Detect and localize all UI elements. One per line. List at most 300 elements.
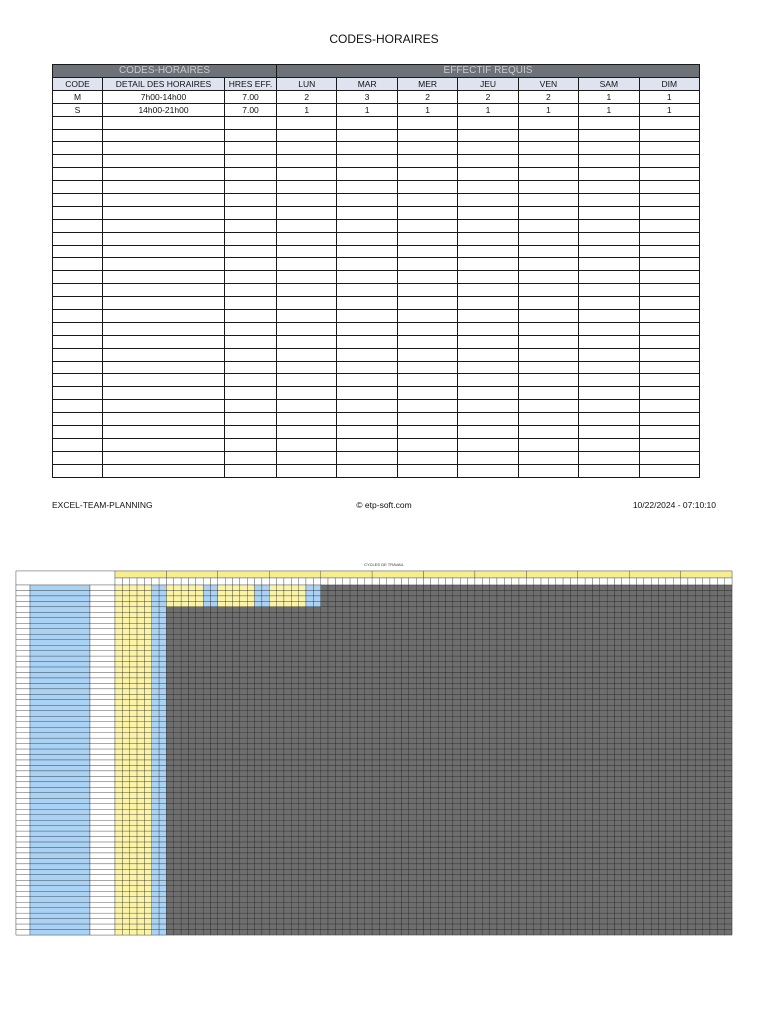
cycle-day-cell (401, 760, 408, 765)
cycle-day-cell (188, 787, 195, 792)
cycle-day-cell (240, 596, 247, 601)
cycle-day-cell (166, 776, 173, 781)
cycle-day-cell (188, 815, 195, 820)
cycle-day-cell (269, 815, 276, 820)
cycle-day-cell (482, 607, 489, 612)
cycle-day-cell (673, 656, 680, 661)
cycle-day-cell (468, 694, 475, 699)
cycle-day-cell (416, 607, 423, 612)
cycle-day-cell (379, 618, 386, 623)
cycle-day-cell (592, 667, 599, 672)
cycle-day-cell (225, 848, 232, 853)
cycle-day-cell (181, 820, 188, 825)
week-header (526, 571, 577, 578)
cycle-day-cell (504, 733, 511, 738)
cycle-day-cell (240, 640, 247, 645)
cycle-day-cell (490, 683, 497, 688)
cycle-day-cell (328, 858, 335, 863)
cycle-day-cell (703, 733, 710, 738)
cycle-day-cell (284, 634, 291, 639)
cycle-day-cell (453, 848, 460, 853)
cycle-day-cell (122, 634, 129, 639)
cycle-day-cell (600, 689, 607, 694)
cycle-day-cell (556, 678, 563, 683)
cycle-day-cell (394, 618, 401, 623)
cycle-day-cell (247, 727, 254, 732)
cycle-day-cell (629, 585, 636, 590)
cycle-row-code (90, 590, 115, 595)
cycle-day-cell (130, 760, 137, 765)
cycle-day-cell (188, 776, 195, 781)
cycle-day-cell (255, 782, 262, 787)
cell-sam[interactable]: 1 (579, 90, 639, 103)
cycle-day-cell (365, 727, 372, 732)
cycle-day-cell (703, 771, 710, 776)
cycle-day-cell (556, 782, 563, 787)
cycle-day-cell (343, 771, 350, 776)
cycle-day-cell (725, 683, 732, 688)
cycle-day-cell (570, 798, 577, 803)
cycle-day-cell (416, 815, 423, 820)
cycle-day-cell (526, 705, 533, 710)
cycle-day-cell (614, 689, 621, 694)
day-header (497, 578, 504, 585)
cycle-row-number (16, 634, 30, 639)
cycle-day-cell (468, 749, 475, 754)
cycle-day-cell (122, 716, 129, 721)
cycle-day-cell (563, 749, 570, 754)
cell-ven[interactable]: 2 (518, 90, 578, 103)
cycle-day-cell (188, 662, 195, 667)
cycle-day-cell (460, 727, 467, 732)
cycle-day-cell (225, 678, 232, 683)
cycle-day-cell (313, 809, 320, 814)
cycle-day-cell (453, 760, 460, 765)
cycle-day-cell (188, 727, 195, 732)
cycle-day-cell (174, 776, 181, 781)
cycle-day-cell (703, 683, 710, 688)
cycle-day-cell (681, 694, 688, 699)
cell-mer[interactable]: 2 (397, 90, 457, 103)
cycle-day-cell (460, 755, 467, 760)
cycle-row-name (30, 689, 90, 694)
cycle-day-cell (512, 733, 519, 738)
cycle-day-cell (438, 618, 445, 623)
cycle-day-cell (233, 804, 240, 809)
cycle-day-cell (497, 683, 504, 688)
cycle-day-cell (703, 673, 710, 678)
cycle-day-cell (563, 809, 570, 814)
cycle-day-cell (152, 607, 159, 612)
cycle-day-cell (497, 787, 504, 792)
cycle-day-cell (240, 700, 247, 705)
cycle-day-cell (475, 612, 482, 617)
cycle-day-cell (600, 618, 607, 623)
cycle-day-cell (365, 645, 372, 650)
cycle-day-cell (519, 793, 526, 798)
cell-mar[interactable]: 3 (337, 90, 397, 103)
cycle-day-cell (614, 716, 621, 721)
cycle-day-cell (255, 711, 262, 716)
cycle-day-cell (379, 837, 386, 842)
cycle-day-cell (401, 689, 408, 694)
cycle-day-cell (115, 711, 122, 716)
cycle-day-cell (534, 612, 541, 617)
cycle-row-code (90, 771, 115, 776)
cycle-day-cell (218, 804, 225, 809)
cycle-day-cell (174, 820, 181, 825)
cycle-row-number (16, 776, 30, 781)
cycle-day-cell (431, 662, 438, 667)
cycle-day-cell (130, 705, 137, 710)
cycle-day-cell (313, 590, 320, 595)
cycle-day-cell (695, 716, 702, 721)
cycle-day-cell (321, 623, 328, 628)
cycle-day-cell (225, 705, 232, 710)
cycle-day-cell (644, 585, 651, 590)
cycle-day-cell (548, 842, 555, 847)
cycle-day-cell (240, 678, 247, 683)
cycle-day-cell (526, 771, 533, 776)
cycle-day-cell (233, 662, 240, 667)
cycle-day-cell (637, 804, 644, 809)
cycle-day-cell (431, 705, 438, 710)
cycle-day-cell (152, 590, 159, 595)
cycle-day-cell (637, 711, 644, 716)
cycle-day-cell (710, 673, 717, 678)
cycle-day-cell (570, 782, 577, 787)
cycle-day-cell (622, 755, 629, 760)
cycle-day-cell (497, 804, 504, 809)
cycle-day-cell (695, 601, 702, 606)
cycle-day-cell (401, 683, 408, 688)
cycle-day-cell (578, 760, 585, 765)
cycle-day-cell (688, 711, 695, 716)
cycle-day-cell (152, 787, 159, 792)
cycle-day-cell (703, 755, 710, 760)
cycle-day-cell (225, 585, 232, 590)
cycle-day-cell (622, 858, 629, 863)
cycle-day-cell (497, 689, 504, 694)
cell-hours[interactable]: 7.00 (225, 90, 277, 103)
cycle-day-cell (710, 755, 717, 760)
day-header (394, 578, 401, 585)
cycle-day-cell (365, 831, 372, 836)
cycle-day-cell (453, 765, 460, 770)
cycle-day-cell (321, 793, 328, 798)
cell-mar[interactable]: 1 (337, 103, 397, 116)
cycle-day-cell (681, 673, 688, 678)
cell-detail[interactable]: 7h00-14h00 (103, 90, 225, 103)
cycle-day-cell (291, 678, 298, 683)
cycle-day-cell (622, 798, 629, 803)
cycle-day-cell (519, 629, 526, 634)
cycle-day-cell (563, 607, 570, 612)
cycle-day-cell (122, 700, 129, 705)
cycle-day-cell (592, 618, 599, 623)
cell-detail[interactable]: 14h00-21h00 (103, 103, 225, 116)
cycle-day-cell (188, 711, 195, 716)
cycle-day-cell (526, 683, 533, 688)
cycle-day-cell (166, 711, 173, 716)
day-header (710, 578, 717, 585)
cycle-day-cell (357, 749, 364, 754)
cycle-day-cell (541, 804, 548, 809)
cycle-day-cell (659, 798, 666, 803)
cycle-day-cell (541, 776, 548, 781)
cycle-day-cell (225, 744, 232, 749)
cycle-day-cell (490, 848, 497, 853)
cycle-day-cell (637, 733, 644, 738)
cycle-day-cell (637, 738, 644, 743)
cycle-day-cell (269, 667, 276, 672)
cycle-day-cell (379, 689, 386, 694)
cycle-day-cell (137, 815, 144, 820)
cycle-day-cell (482, 755, 489, 760)
cycle-day-cell (115, 596, 122, 601)
cycle-day-cell (717, 601, 724, 606)
cycle-day-cell (152, 858, 159, 863)
cycle-day-cell (681, 853, 688, 858)
cycle-day-cell (357, 744, 364, 749)
cycle-day-cell (607, 776, 614, 781)
cycle-day-cell (563, 826, 570, 831)
cycle-day-cell (130, 793, 137, 798)
cycle-day-cell (497, 765, 504, 770)
cycle-day-cell (255, 760, 262, 765)
cycle-day-cell (673, 765, 680, 770)
cell-hours[interactable]: 7.00 (225, 103, 277, 116)
cycle-day-cell (409, 596, 416, 601)
cycle-day-cell (585, 837, 592, 842)
day-header (210, 578, 217, 585)
cycle-day-cell (600, 804, 607, 809)
cycle-day-cell (541, 793, 548, 798)
cycle-day-cell (534, 711, 541, 716)
cycle-day-cell (255, 733, 262, 738)
cycle-day-cell (343, 711, 350, 716)
cycle-day-cell (637, 820, 644, 825)
cycle-day-cell (321, 634, 328, 639)
cycle-day-cell (541, 634, 548, 639)
cycle-day-cell (313, 683, 320, 688)
cycle-day-cell (725, 853, 732, 858)
cycle-day-cell (233, 596, 240, 601)
cycle-day-cell (313, 585, 320, 590)
cycle-row-code (90, 869, 115, 874)
cycle-day-cell (122, 640, 129, 645)
cycle-day-cell (144, 782, 151, 787)
cycle-day-cell (446, 749, 453, 754)
cycle-day-cell (490, 831, 497, 836)
cell-lun[interactable]: 2 (277, 90, 337, 103)
cycle-day-cell (592, 590, 599, 595)
cycle-day-cell (519, 640, 526, 645)
cycle-day-cell (401, 607, 408, 612)
cycle-day-cell (328, 853, 335, 858)
cell-sam[interactable]: 1 (579, 103, 639, 116)
cycle-day-cell (431, 738, 438, 743)
day-header (181, 578, 188, 585)
cycle-day-cell (512, 645, 519, 650)
cell-code[interactable]: S (53, 103, 103, 116)
cycle-day-cell (424, 711, 431, 716)
cycle-day-cell (578, 629, 585, 634)
cell-dim[interactable]: 1 (639, 103, 699, 116)
cell-code[interactable]: M (53, 90, 103, 103)
cycle-day-cell (688, 831, 695, 836)
cycle-day-cell (350, 673, 357, 678)
day-header (159, 578, 166, 585)
cycle-day-cell (468, 667, 475, 672)
cycle-day-cell (357, 612, 364, 617)
cycle-day-cell (196, 815, 203, 820)
cycle-day-cell (446, 853, 453, 858)
cycle-day-cell (328, 787, 335, 792)
cycle-day-cell (409, 678, 416, 683)
cycle-day-cell (210, 869, 217, 874)
cycle-day-cell (460, 793, 467, 798)
cycle-day-cell (600, 755, 607, 760)
cell-jeu[interactable]: 1 (458, 103, 518, 116)
cycle-day-cell (512, 612, 519, 617)
cycle-day-cell (703, 744, 710, 749)
cycle-day-cell (137, 864, 144, 869)
cycle-day-cell (196, 645, 203, 650)
cycle-day-cell (578, 787, 585, 792)
cycle-day-cell (321, 673, 328, 678)
cycle-day-cell (409, 837, 416, 842)
cycle-day-cell (233, 645, 240, 650)
cycle-day-cell (306, 848, 313, 853)
cycle-day-cell (622, 667, 629, 672)
cycle-day-cell (688, 667, 695, 672)
cycle-day-cell (379, 842, 386, 847)
cycle-day-cell (122, 689, 129, 694)
cycle-day-cell (681, 700, 688, 705)
cycle-day-cell (144, 869, 151, 874)
cycle-day-cell (592, 804, 599, 809)
cycle-day-cell (174, 596, 181, 601)
cycle-day-cell (548, 820, 555, 825)
cycle-day-cell (306, 711, 313, 716)
cycle-day-cell (130, 689, 137, 694)
cycle-day-cell (144, 612, 151, 617)
cycle-day-cell (218, 738, 225, 743)
cycle-day-cell (379, 793, 386, 798)
cycle-day-cell (563, 629, 570, 634)
cycle-day-cell (644, 651, 651, 656)
cycle-day-cell (328, 656, 335, 661)
cycle-day-cell (401, 705, 408, 710)
cycle-day-cell (651, 831, 658, 836)
cycle-day-cell (534, 640, 541, 645)
cycle-day-cell (387, 749, 394, 754)
cycle-day-cell (144, 760, 151, 765)
cycle-day-cell (365, 700, 372, 705)
cycle-day-cell (460, 705, 467, 710)
cycle-day-cell (614, 634, 621, 639)
cycle-day-cell (659, 700, 666, 705)
cycle-day-cell (600, 711, 607, 716)
cycle-day-cell (210, 733, 217, 738)
cycle-day-cell (431, 760, 438, 765)
cycle-day-cell (725, 809, 732, 814)
cycle-day-cell (548, 705, 555, 710)
cycle-day-cell (350, 662, 357, 667)
cycle-day-cell (401, 842, 408, 847)
cycle-day-cell (725, 771, 732, 776)
cell-lun[interactable]: 1 (277, 103, 337, 116)
cycle-day-cell (688, 782, 695, 787)
cycle-day-cell (688, 607, 695, 612)
cycle-day-cell (130, 618, 137, 623)
cycle-day-cell (284, 765, 291, 770)
cycle-day-cell (394, 733, 401, 738)
cycle-day-cell (240, 820, 247, 825)
cycle-day-cell (534, 749, 541, 754)
cycle-day-cell (335, 765, 342, 770)
cycle-day-cell (306, 826, 313, 831)
cell-mer[interactable]: 1 (397, 103, 457, 116)
cycle-day-cell (299, 755, 306, 760)
cycle-day-cell (424, 651, 431, 656)
cycle-day-cell (233, 601, 240, 606)
cycle-day-cell (181, 618, 188, 623)
cycle-day-cell (438, 820, 445, 825)
cycle-day-cell (592, 607, 599, 612)
cycle-day-cell (174, 656, 181, 661)
cycle-day-cell (703, 607, 710, 612)
cell-ven[interactable]: 1 (518, 103, 578, 116)
cycle-day-cell (233, 858, 240, 863)
cycle-day-cell (666, 607, 673, 612)
cycle-day-cell (159, 820, 166, 825)
cycle-day-cell (306, 771, 313, 776)
cycle-day-cell (563, 667, 570, 672)
cycle-day-cell (379, 798, 386, 803)
cycle-day-cell (651, 700, 658, 705)
cycle-day-cell (144, 623, 151, 628)
cycle-day-cell (144, 640, 151, 645)
cycle-day-cell (387, 760, 394, 765)
cell-jeu[interactable]: 2 (458, 90, 518, 103)
cycle-row-number (16, 738, 30, 743)
cycle-day-cell (431, 634, 438, 639)
cell-dim[interactable]: 1 (639, 90, 699, 103)
cycle-day-cell (321, 749, 328, 754)
cycle-day-cell (651, 645, 658, 650)
cycle-day-cell (468, 645, 475, 650)
cycle-day-cell (695, 755, 702, 760)
cycle-day-cell (541, 738, 548, 743)
cycle-day-cell (548, 656, 555, 661)
cycle-day-cell (431, 585, 438, 590)
cycle-day-cell (357, 590, 364, 595)
cycle-day-cell (710, 601, 717, 606)
cycle-day-cell (174, 634, 181, 639)
cycle-day-cell (570, 585, 577, 590)
cycle-day-cell (409, 618, 416, 623)
cycle-day-cell (372, 667, 379, 672)
cycle-day-cell (387, 700, 394, 705)
col-header-sam: SAM (579, 78, 639, 91)
cycle-day-cell (460, 722, 467, 727)
cycle-day-cell (130, 744, 137, 749)
cycle-day-cell (137, 700, 144, 705)
day-header (379, 578, 386, 585)
cycle-day-cell (607, 662, 614, 667)
